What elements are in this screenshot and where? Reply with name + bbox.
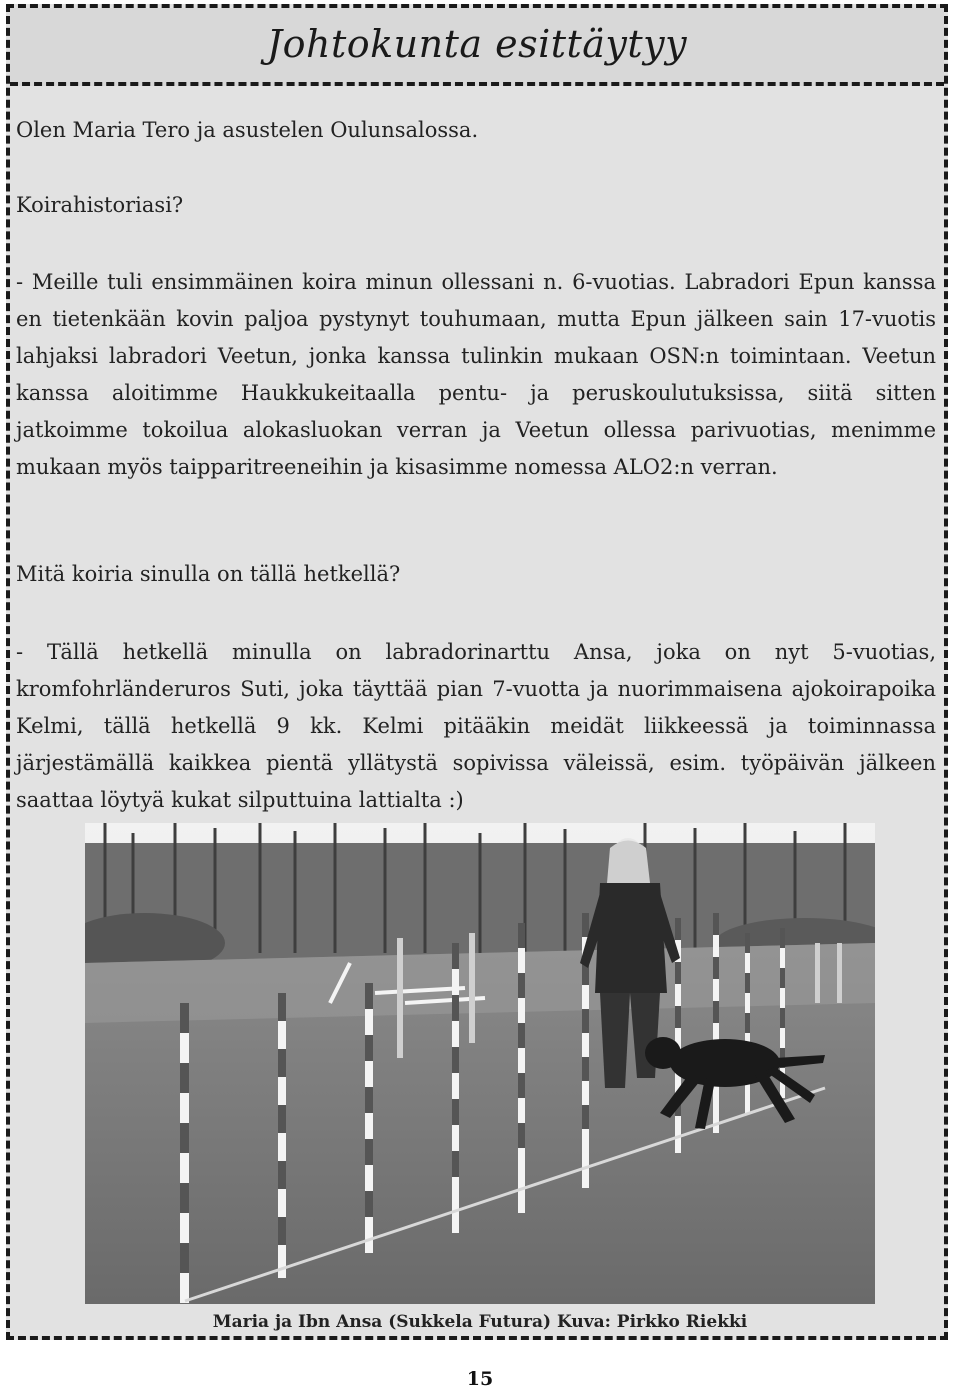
answer-dog-history: - Meille tuli ensimmäinen koira minun ollessani n. 6-vuotias. Labradori Epun kanssa en tietenkään kovin paljoa pystynyt touhumaan, mutta Epun jälkeen sain 17-vuotis lahjaksi labradori Veetun, jonka kanssa tulinkin mukaan OSN:n toimintaan. Veetun kanssa aloitimme Haukkukeitaalla pentu- ja peruskoulutuksissa, siitä sitten jatkoimme tokoilua alokasluokan verran ja Veetun ollessa parivuotias, menimme mukaan myös taipparitreeneihin ja kisasimme nomessa ALO2:n verran. xyxy=(16,270,936,479)
title-banner xyxy=(10,8,944,86)
photo-caption: Maria ja Ibn Ansa (Sukkela Futura) Kuva: Pirkko Riekki xyxy=(212,1312,748,1332)
page-number: 15 xyxy=(466,1368,494,1390)
page-title: Johtokunta esittäytyy xyxy=(266,22,688,66)
answer-current-dogs: - Tällä hetkellä minulla on labradorinarttu Ansa, joka on nyt 5-vuotias, kromfohrländeruros Suti, joka täyttää pian 7-vuotta ja nuorimmaisena ajokoirapoika Kelmi, tällä hetkellä 9 kk. Kelmi pitääkin meidät liikkeessä ja toiminnassa järjestämällä kaikkea pientä yllätystä sopivissa väleissä, esim. työpäivän jälkeen saattaa löytyä kukat silputtuina lattialta :) xyxy=(16,640,936,812)
agility-photo xyxy=(85,823,875,1304)
intro-paragraph: Olen Maria Tero ja asustelen Oulunsalossa. xyxy=(16,118,479,142)
question-dog-history: Koirahistoriasi? xyxy=(16,193,184,217)
question-current-dogs: Mitä koiria sinulla on tällä hetkellä? xyxy=(16,562,401,586)
